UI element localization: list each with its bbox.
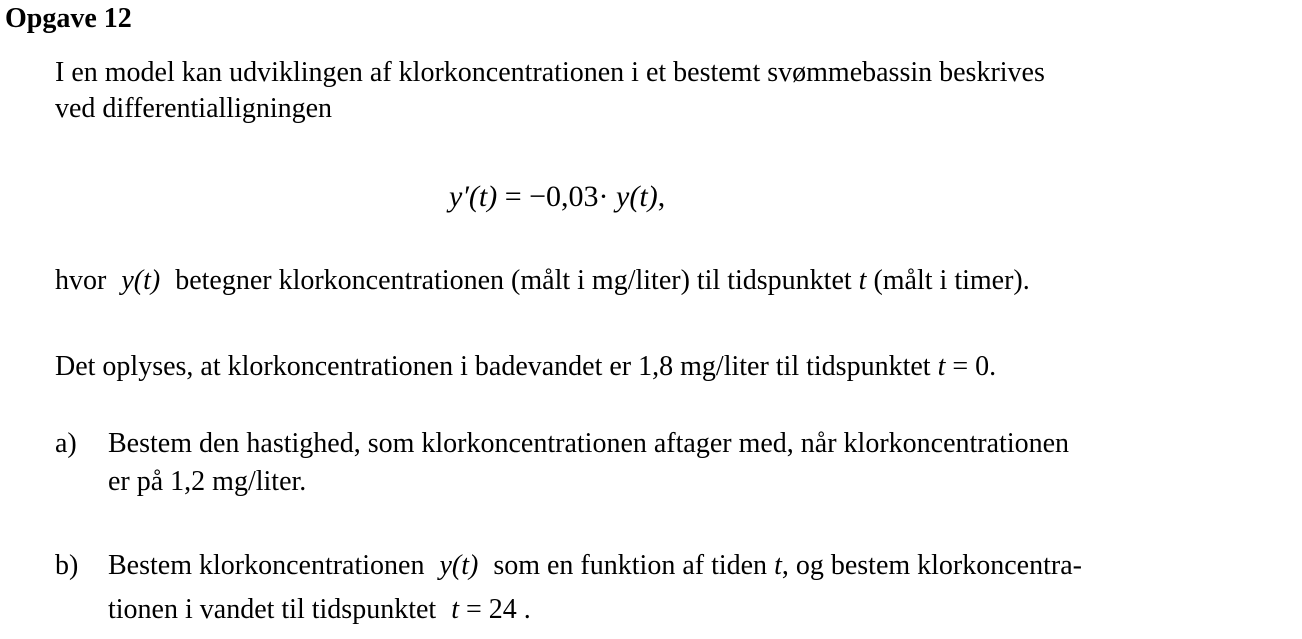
definition-middle: betegner klorkoncentrationen (målt i mg/liter) til tidspunktet xyxy=(175,265,852,296)
intro-line-1: I en model kan udviklingen af klorkoncentrationen i et bestemt svømmebassin beskrives xyxy=(55,57,1045,88)
given-variable: t xyxy=(937,351,946,382)
given-suffix: = 0. xyxy=(952,351,997,382)
equation-trailing-comma: , xyxy=(657,180,666,213)
differential-equation xyxy=(449,178,665,216)
question-b-line2-prefix: tionen i vandet til tidspunktet xyxy=(108,594,437,625)
question-a-label: a) xyxy=(55,428,77,459)
equation-rhs-function: y(t) xyxy=(616,180,658,213)
equation-lhs: y′(t) xyxy=(449,180,498,213)
question-b-line-2 xyxy=(108,592,531,628)
question-a-line-1: Bestem den hastighed, som klorkoncentrationen aftager med, når klorkoncentrationen xyxy=(108,428,1070,459)
exercise-title: Opgave 12 xyxy=(5,3,132,34)
definition-function: y(t) xyxy=(121,265,161,296)
question-b-line2-variable: t xyxy=(451,594,459,625)
question-b-label: b) xyxy=(55,550,79,581)
question-b-prefix: Bestem klorkoncentrationen xyxy=(108,550,425,581)
question-b-function: y(t) xyxy=(439,550,479,581)
intro-line-2: ved differentialligningen xyxy=(55,93,333,124)
question-b-line-1 xyxy=(108,548,1082,584)
question-b-middle: som en funktion af tiden xyxy=(493,550,768,581)
question-a-line-2: er på 1,2 mg/liter. xyxy=(108,466,307,497)
equation-equals: = xyxy=(504,180,522,213)
question-b-line2-suffix: = 24 . xyxy=(465,594,531,625)
definition-variable: t xyxy=(858,265,867,296)
equation-coefficient: −0,03· xyxy=(529,180,609,213)
given-prefix: Det oplyses, at klorkoncentrationen i badevandet er 1,8 mg/liter til tidspunktet xyxy=(55,351,931,382)
question-b-suffix: , og bestem klorkoncentra- xyxy=(781,550,1082,581)
definition-prefix: hvor xyxy=(55,265,107,296)
question-b-variable: t xyxy=(774,550,782,581)
definition-text xyxy=(55,263,1030,299)
given-text xyxy=(55,349,996,385)
definition-suffix: (målt i timer). xyxy=(873,265,1030,296)
